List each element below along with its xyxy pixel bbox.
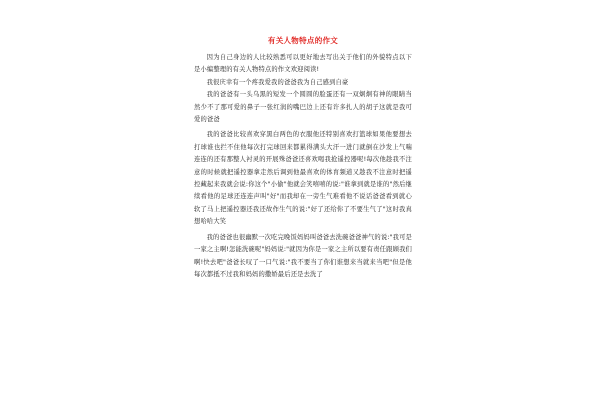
paragraph-3: 我的爸爸比较喜欢穿黑白两色的衣服他还特别喜欢打篮球如果他要想去打球谁也拦不住他每次打完球回来都累得满头大汗一进门就倒在沙发上气喘连连的还有那整人衬灵的开展殊爸爸还喜欢喝我抢遥控器呢!每次他趁我不注意的时候就把遥控器拿走然后调到他最喜欢的体育频道又趁我不注意时把遥控藏起来我就会说:你这个"小偷"他就会笑嘻嘻的说:"谁拿到就是谁的"然后继续看他的足球还连连声叫"好"而我却在一旁生气难看他不说话爸爸看到就心软了马上把遥控器还我还故作生气的说:"好了还给你了不要生气了"这时我真想哈哈大笑 — [194, 131, 412, 226]
document-body — [194, 36, 412, 281]
paragraph-1: 我很庆幸有一个疼我爱我的爸爸我为自己感到自豪 — [206, 78, 349, 86]
paragraph-4: 我的爸爸也很幽默一次吃完晚饭妈妈叫爸爸去洗碗爸爸神气的说:"我可是一家之主啊!怎能洗碗呢"妈妈说:"就因为你是一家之主所以要有责任跟顾我们啊!快去吧"爸爸长叹了一口气说:"我不要当了你们谁想来当就来当吧"但是他每次都抵不过我和妈妈的撒娇最后还是去洗了 — [194, 233, 412, 278]
document-title: 有关人物特点的作文 — [267, 36, 339, 45]
paragraph-2: 我的爸爸有一头乌黑的短发一个圆圆的脸蛋还有一双炯炯有神的眼睛当然少不了那可爱的鼻子一张红润的嘴巴边上还有许多扎人的胡子这就是我可爱的爸爸 — [194, 91, 412, 124]
paragraph-intro: 因为自己身边的人比较熟悉可以更好地去写出关于他们的外貌特点以下是小编整理的有关人物特点的作文欢迎阅读! — [194, 54, 412, 74]
